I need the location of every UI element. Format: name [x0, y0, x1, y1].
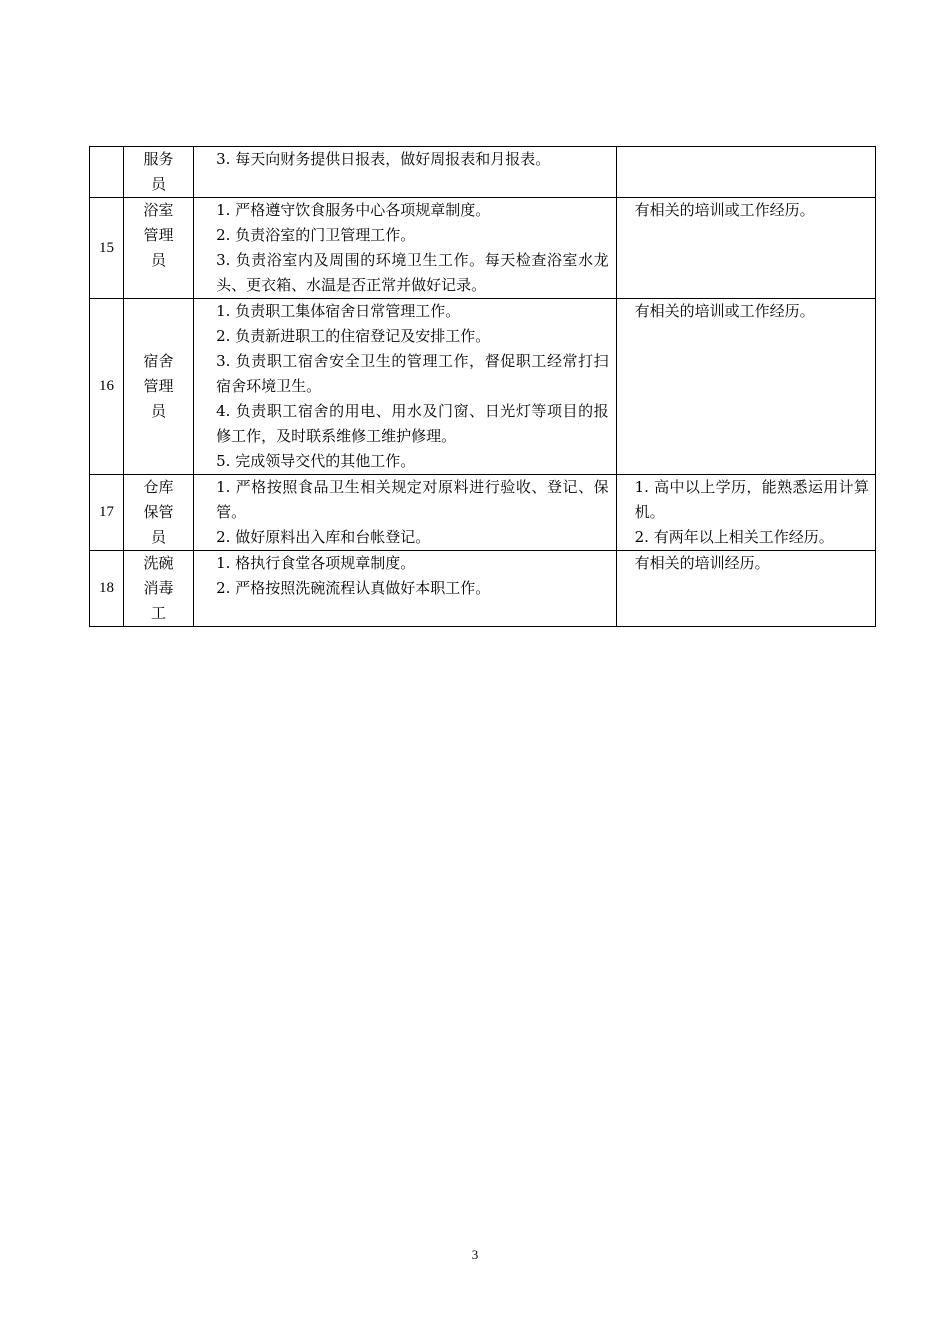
role-name: 洗碗消毒工	[143, 554, 174, 622]
duties-cell	[194, 299, 617, 475]
table-row	[90, 551, 876, 627]
row-number: 15	[90, 198, 124, 299]
duty-item: 3. 每天向财务提供日报表，做好周报表和月报表。	[216, 150, 551, 168]
requirement-item: 有相关的培训或工作经历。	[634, 201, 815, 219]
duty-item: 1. 负责职工集体宿舍日常管理工作。	[216, 302, 461, 320]
role-name: 服务员	[143, 150, 174, 193]
duty-item: 3. 负责浴室内及周围的环境卫生工作。每天检查浴室水龙头、更衣箱、水温是否正常并做好记录。	[216, 251, 609, 294]
role-name: 仓库保管员	[143, 478, 174, 546]
table-row	[90, 475, 876, 551]
duty-item: 1. 严格遵守饮食服务中心各项规章制度。	[216, 201, 491, 219]
requirements-cell	[616, 147, 875, 198]
row-number: 17	[90, 475, 124, 551]
requirement-item: 有相关的培训或工作经历。	[634, 302, 815, 320]
table-row	[90, 147, 876, 198]
requirements-cell	[616, 299, 875, 475]
role-cell	[124, 198, 194, 299]
requirement-item: 有相关的培训经历。	[634, 554, 770, 572]
row-number: 18	[90, 551, 124, 627]
table-row	[90, 198, 876, 299]
duties-cell	[194, 147, 617, 198]
row-number: 16	[90, 299, 124, 475]
duties-cell	[194, 198, 617, 299]
duty-item: 3. 负责职工宿舍安全卫生的管理工作，督促职工经常打扫宿舍环境卫生。	[216, 352, 609, 395]
role-cell	[124, 551, 194, 627]
duty-item: 1. 严格按照食品卫生相关规定对原料进行验收、登记、保管。	[216, 478, 609, 521]
requirements-cell	[616, 475, 875, 551]
requirement-item: 1. 高中以上学历，能熟悉运用计算机。	[634, 478, 869, 521]
duties-cell	[194, 475, 617, 551]
table-row	[90, 299, 876, 475]
role-name: 浴室管理员	[143, 201, 174, 269]
duty-item: 1. 格执行食堂各项规章制度。	[216, 554, 416, 572]
duty-item: 4. 负责职工宿舍的用电、用水及门窗、日光灯等项目的报修工作，及时联系维修工维护修理。	[216, 402, 609, 445]
role-name: 宿舍管理员	[143, 352, 174, 420]
duty-item: 2. 负责浴室的门卫管理工作。	[216, 226, 416, 244]
page-number: 3	[471, 1247, 479, 1262]
duty-item: 2. 做好原料出入库和台帐登记。	[216, 528, 431, 546]
duty-item: 5. 完成领导交代的其他工作。	[216, 452, 416, 470]
role-cell	[124, 475, 194, 551]
row-number	[90, 147, 124, 198]
role-cell	[124, 147, 194, 198]
job-duties-table	[89, 146, 876, 627]
role-cell	[124, 299, 194, 475]
requirement-item: 2. 有两年以上相关工作经历。	[634, 528, 834, 546]
duty-item: 2. 负责新进职工的住宿登记及安排工作。	[216, 327, 491, 345]
requirements-cell	[616, 551, 875, 627]
requirements-cell	[616, 198, 875, 299]
duty-item: 2. 严格按照洗碗流程认真做好本职工作。	[216, 579, 491, 597]
duties-cell	[194, 551, 617, 627]
